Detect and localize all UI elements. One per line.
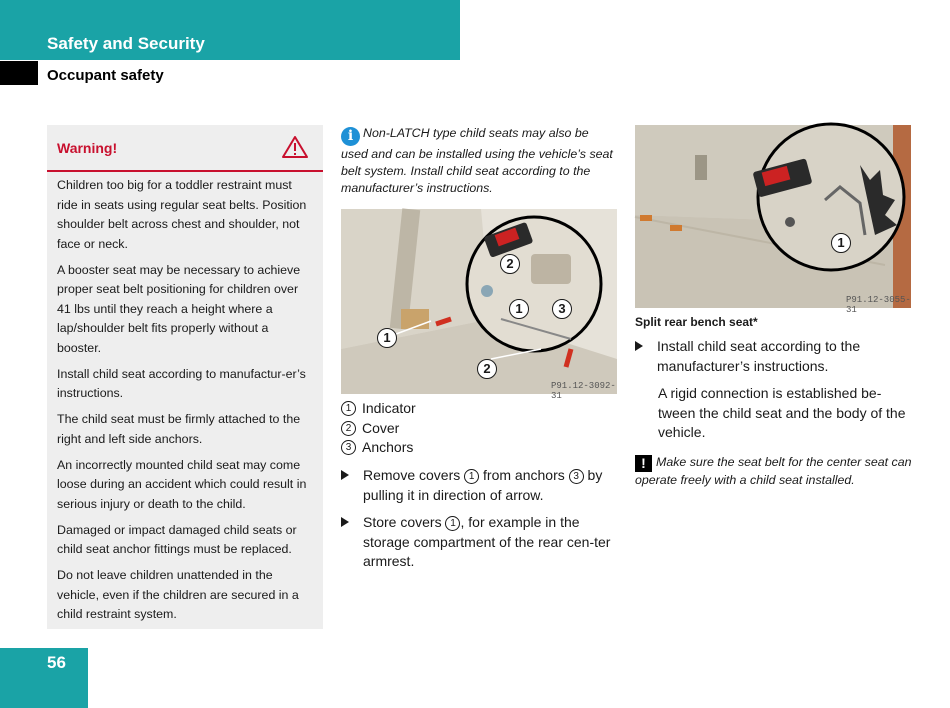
- warning-box: [47, 125, 323, 629]
- photo-code: P91.12-3092-31: [551, 381, 616, 401]
- photo-callout-1: 1: [509, 299, 529, 319]
- legend-number: 3: [341, 440, 356, 455]
- inline-number: 1: [464, 469, 479, 484]
- info-note: [341, 125, 617, 197]
- step-store-covers: [341, 513, 617, 572]
- warning-title: Warning!: [57, 140, 118, 156]
- step-text-part: by pulling it in direction of arrow.: [363, 467, 603, 503]
- step-text-part: , for example in the storage compartment of the rear cen-ter armrest.: [363, 514, 611, 569]
- legend-number: 2: [341, 421, 356, 436]
- step-text: [363, 513, 617, 572]
- bullet-arrow-icon: [341, 470, 349, 480]
- step-text-part: Remove covers: [363, 467, 465, 483]
- step-text-part: from anchors: [479, 467, 569, 483]
- warning-paragraph: Children too big for a toddler restraint must ride in seats using regular seat belts. Position shoulder belt across chest and shoulder, not face or neck.: [57, 178, 307, 251]
- section-title: Safety and Security: [47, 34, 205, 53]
- exclamation-icon: !: [635, 455, 652, 472]
- photo-callout-3: 3: [552, 299, 572, 319]
- bullet-arrow-icon: [341, 517, 349, 527]
- warning-paragraph: Damaged or impact damaged child seats or child seat anchor fittings must be replaced.: [57, 522, 297, 556]
- page-number: 56: [47, 653, 66, 672]
- photo-callout-2: 2: [500, 254, 520, 274]
- legend-label: Anchors: [362, 439, 414, 455]
- photo-callout-2: 2: [477, 359, 497, 379]
- warning-body: [57, 176, 315, 631]
- bullet-arrow-icon: [635, 341, 643, 351]
- warning-paragraph: Install child seat according to manufactur-er’s instructions.: [57, 366, 306, 400]
- legend-label: Cover: [362, 419, 400, 436]
- step-text: Install child seat according to the manufacturer’s instructions.: [657, 338, 861, 374]
- step-text: [363, 466, 617, 505]
- legend-label: Indicator: [362, 400, 416, 416]
- legend-item: [341, 438, 617, 458]
- warning-paragraph: Do not leave children unattended in the vehicle, even if the children are secured in a child restraint system.: [57, 568, 299, 621]
- legend-number: 1: [341, 401, 356, 416]
- legend-item: [341, 399, 617, 419]
- warning-header: [47, 125, 323, 172]
- step-remove-covers: [341, 466, 617, 505]
- photo-callout-1: 1: [377, 328, 397, 348]
- rigid-connection-paragraph: A rigid connection is established be-tween the child seat and the body of the vehicle.: [658, 385, 906, 440]
- warning-paragraph: An incorrectly mounted child seat may come loose during an accident which could result in serious injury or death to the child.: [57, 457, 307, 511]
- child-seat-anchor-photo: [341, 209, 617, 401]
- info-note-text: Non-LATCH type child seats may also be used and can be installed using the vehicle’s seat belt system. Install child seat according to the manufacturer’s instructions.: [341, 126, 613, 195]
- subsection-title: Occupant safety: [47, 67, 164, 84]
- caution-note: [635, 454, 913, 489]
- info-icon: i: [341, 127, 360, 146]
- warning-paragraph: A booster seat may be necessary to achieve proper seat belt positioning for children over 41 lbs until they reach a height where a lap/shoulder belt fits properly without a booster.: [57, 262, 301, 355]
- legend-item: [341, 419, 617, 439]
- page-number-band: [0, 648, 88, 708]
- warning-triangle-icon: [281, 135, 309, 159]
- photo-callout-1: 1: [831, 233, 851, 253]
- caution-note-text: Make sure the seat belt for the center seat can operate freely with a child seat installed.: [635, 455, 912, 487]
- section-marker: [0, 61, 38, 85]
- step-install-child-seat: [635, 337, 913, 376]
- photo-caption: Split rear bench seat*: [635, 315, 758, 329]
- photo-code: P91.12-3055-31: [846, 295, 911, 315]
- inline-number: 3: [569, 469, 584, 484]
- callout-legend: [341, 399, 617, 458]
- split-rear-bench-photo: [635, 125, 911, 315]
- warning-paragraph: The child seat must be firmly attached to the right and left side anchors.: [57, 412, 301, 446]
- bench-seat-illustration: [635, 125, 911, 308]
- inline-number: 1: [445, 516, 460, 531]
- step-text-part: Store covers: [363, 514, 446, 530]
